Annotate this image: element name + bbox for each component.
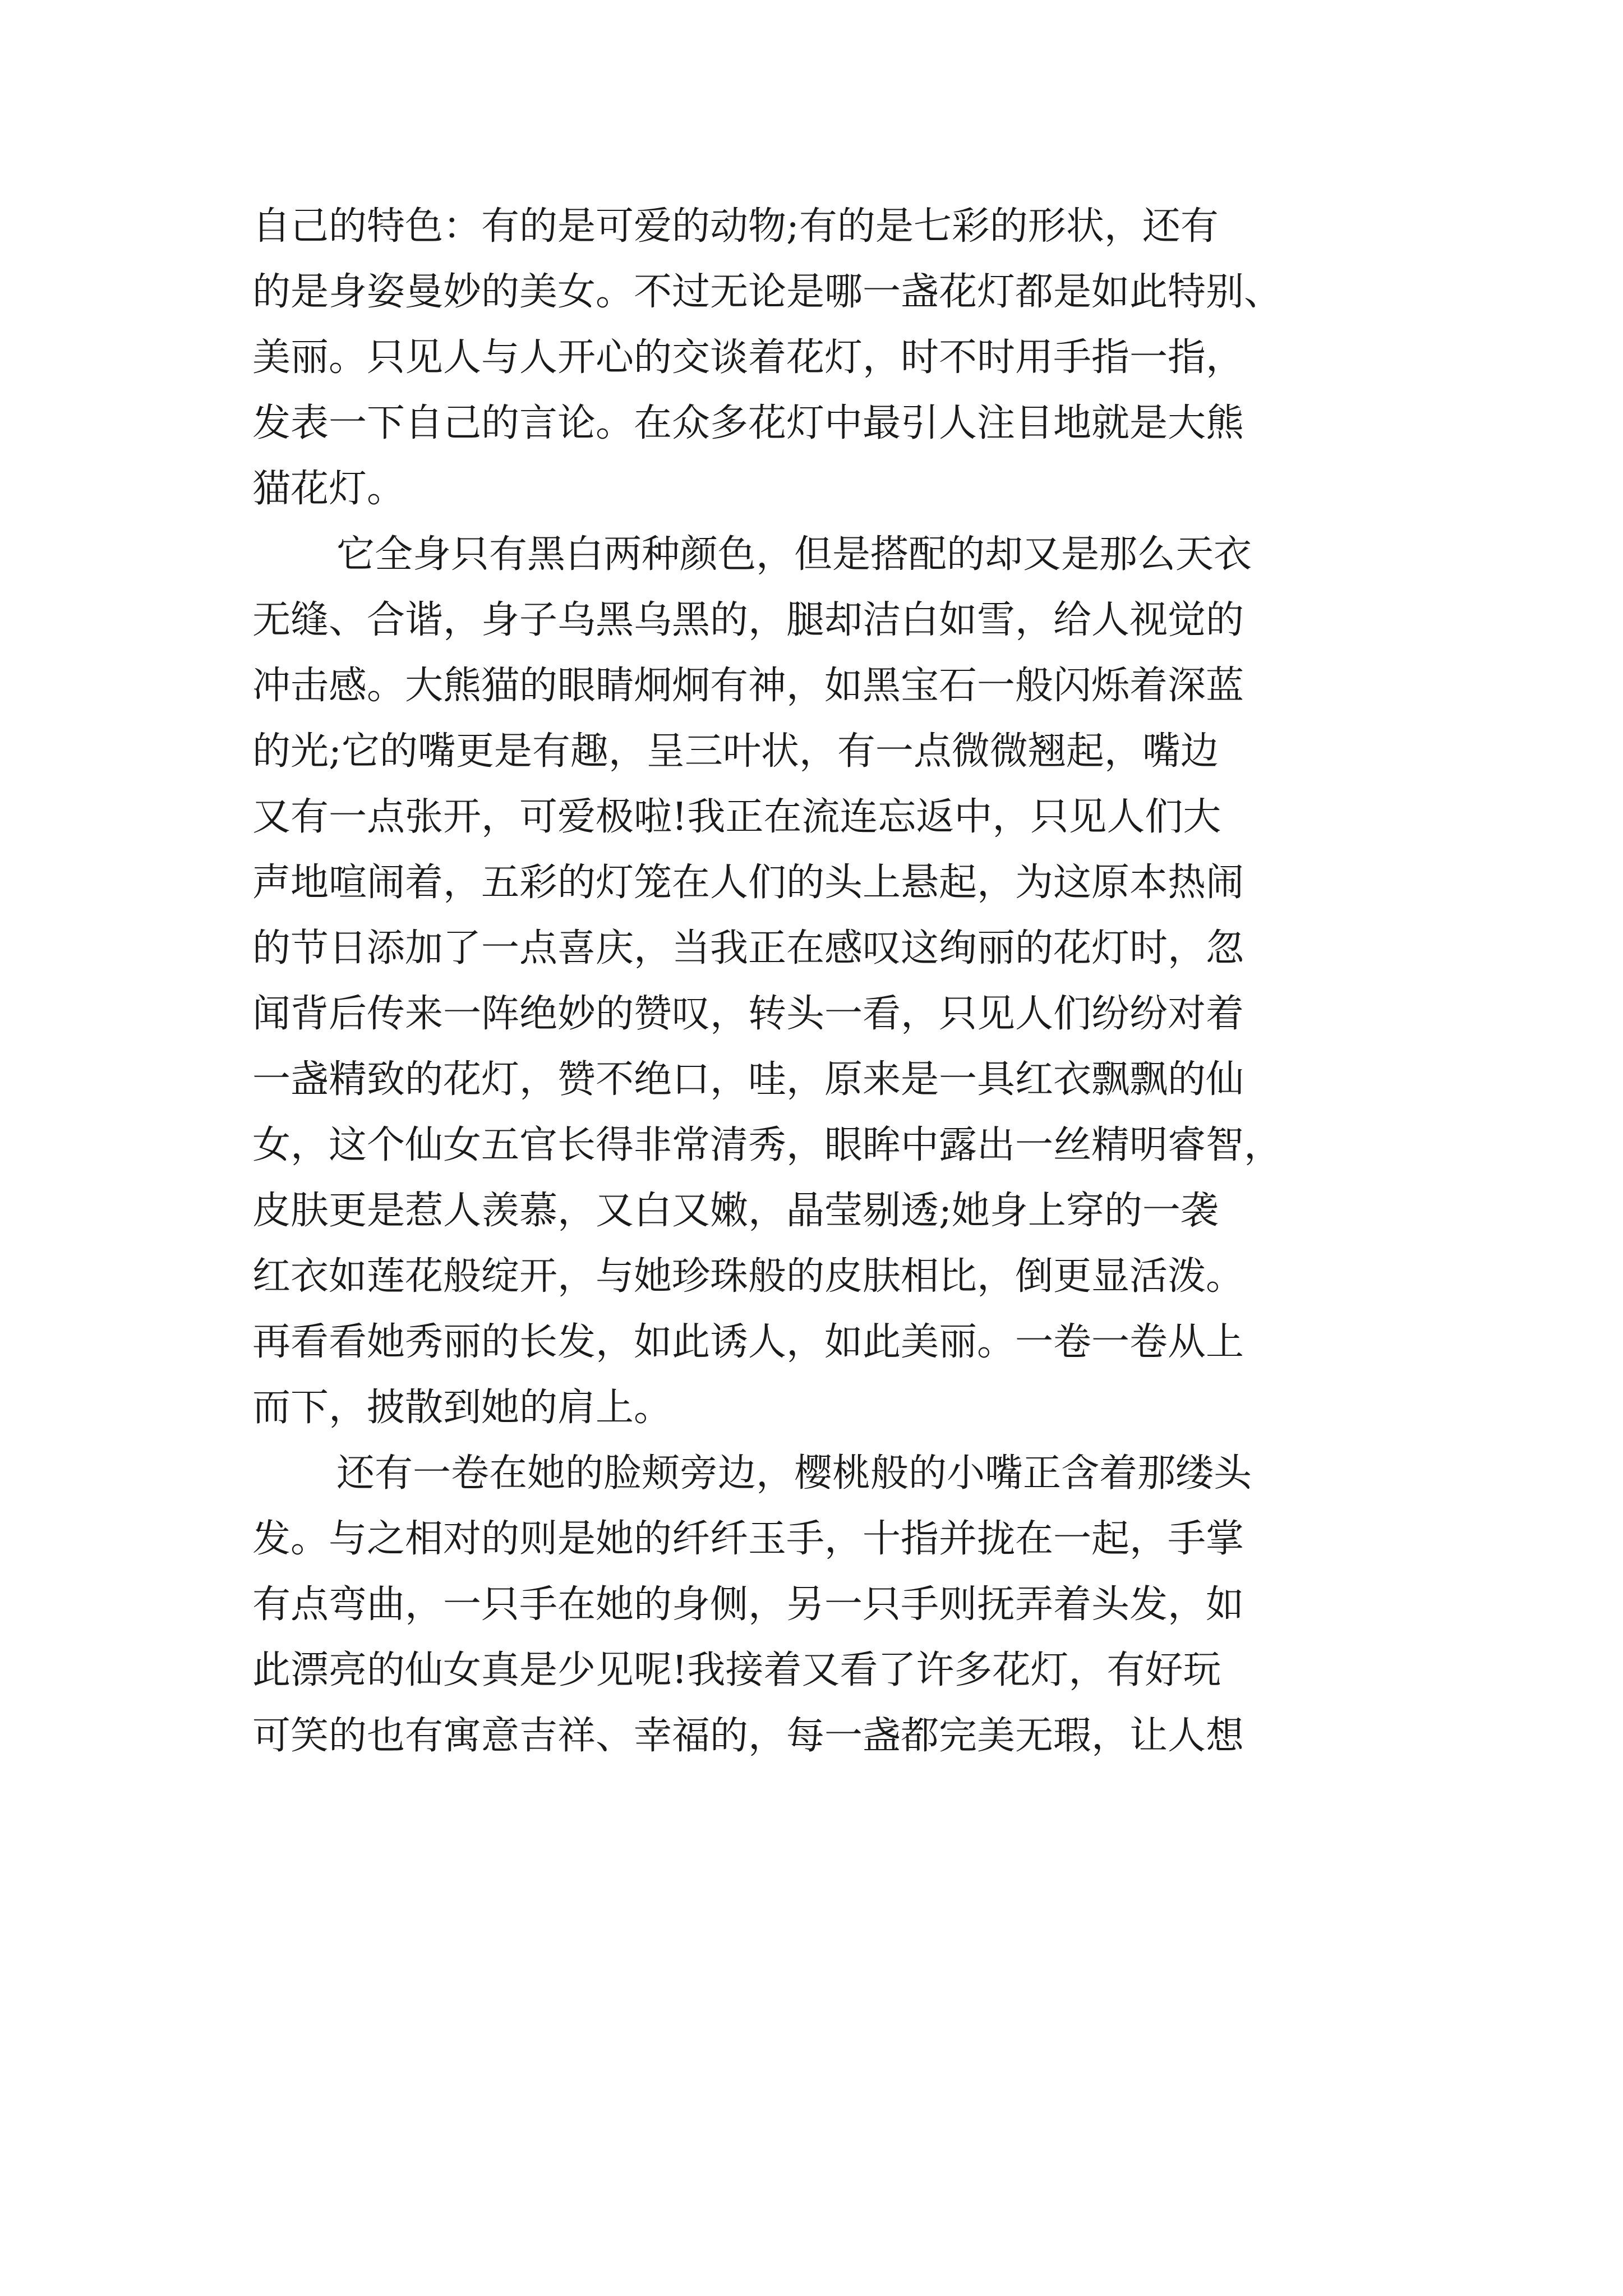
- text-line: 一盏精致的花灯，赞不绝口，哇，原来是一具红衣飘飘的仙: [252, 1057, 1244, 1102]
- text-line: 声地喧闹着，五彩的灯笼在人们的头上悬起，为这原本热闹: [252, 861, 1244, 905]
- text-line: 的节日添加了一点喜庆，当我正在感叹这绚丽的花灯时，忽: [252, 926, 1244, 970]
- text-line: 再看看她秀丽的长发，如此诱人，如此美丽。一卷一卷从上: [252, 1320, 1244, 1364]
- text-line: 此漂亮的仙女真是少见呢!我接着又看了许多花灯，有好玩: [252, 1648, 1221, 1692]
- text-line: 自己的特色：有的是可爱的动物;有的是七彩的形状，还有: [252, 204, 1219, 249]
- text-line: 发表一下自己的言论。在众多花灯中最引人注目地就是大熊: [252, 401, 1244, 445]
- text-line: 的是身姿曼妙的美女。不过无论是哪一盏花灯都是如此特别、: [252, 270, 1283, 314]
- text-line: 又有一点张开，可爱极啦!我正在流连忘返中，只见人们大: [252, 795, 1221, 839]
- text-line: 女，这个仙女五官长得非常清秀，眼眸中露出一丝精明睿智，: [252, 1123, 1283, 1167]
- text-line: 而下，披散到她的肩上。: [252, 1386, 672, 1430]
- text-line: 冲击感。大熊猫的眼睛炯炯有神，如黑宝石一般闪烁着深蓝: [252, 664, 1244, 708]
- text-line: 红衣如莲花般绽开，与她珍珠般的皮肤相比，倒更显活泼。: [252, 1254, 1244, 1299]
- text-line: 发。与之相对的则是她的纤纤玉手，十指并拢在一起，手掌: [252, 1517, 1244, 1561]
- text-line: 闻背后传来一阵绝妙的赞叹，转头一看，只见人们纷纷对着: [252, 992, 1244, 1036]
- text-line: 有点弯曲，一只手在她的身侧，另一只手则抚弄着头发，如: [252, 1582, 1244, 1627]
- text-line: 皮肤更是惹人羡慕，又白又嫩，晶莹剔透;她身上穿的一袭: [252, 1189, 1219, 1233]
- text-line: 无缝、合谐，身子乌黑乌黑的，腿却洁白如雪，给人视觉的: [252, 598, 1244, 642]
- text-line: 的光;它的嘴更是有趣，呈三叶状，有一点微微翘起，嘴边: [252, 729, 1219, 774]
- body-text: [252, 194, 1430, 1769]
- text-line: 美丽。只见人与人开心的交谈着花灯，时不时用手指一指，: [252, 335, 1244, 380]
- paragraph-first-line: 它全身只有黑白两种颜色，但是搭配的却又是那么天衣: [336, 532, 1252, 577]
- paragraph-first-line: 还有一卷在她的脸颊旁边，樱桃般的小嘴正含着那缕头: [336, 1451, 1252, 1496]
- text-line: 可笑的也有寓意吉祥、幸福的，每一盏都完美无瑕，让人想: [252, 1714, 1244, 1758]
- text-line: 猫花灯。: [252, 467, 405, 511]
